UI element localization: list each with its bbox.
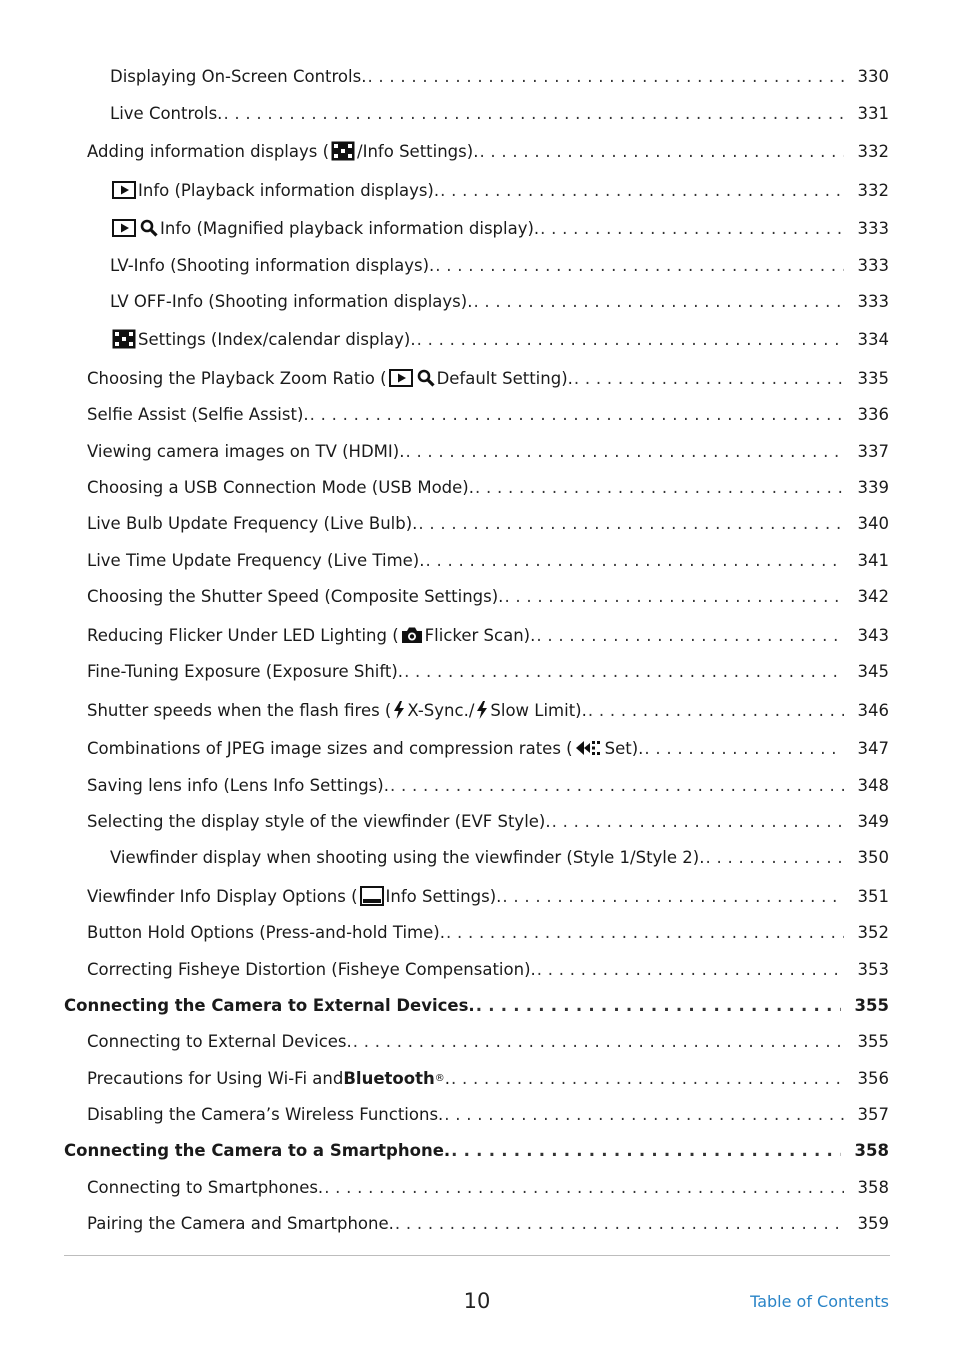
- toc-entry-title: [87, 1069, 450, 1088]
- entry-text: X-Sync./: [407, 700, 475, 720]
- toc-entry-title: [110, 256, 434, 275]
- page-ref: 353: [857, 959, 889, 979]
- toc-entry-title: [87, 369, 573, 388]
- dot-leader: [539, 219, 843, 238]
- toc-entry-title: [87, 701, 587, 720]
- toc-entry-title: [64, 1141, 450, 1160]
- page-ref: 332: [857, 141, 889, 161]
- page-ref: 356: [857, 1068, 889, 1088]
- flash-icon: [476, 701, 488, 719]
- dot-leader: [439, 181, 843, 200]
- bluetooth-text: Bluetooth: [343, 1068, 435, 1088]
- page-ref: 358: [857, 1177, 889, 1197]
- toc-entry[interactable]: [87, 584, 889, 608]
- page-ref: 358: [854, 1140, 889, 1160]
- page-ref: 340: [857, 513, 889, 533]
- toc-entry[interactable]: [87, 139, 889, 163]
- dot-leader: [474, 478, 844, 497]
- toc-entry[interactable]: [110, 216, 889, 240]
- dot-leader: [450, 1141, 840, 1160]
- entry-text: Default Setting).: [436, 368, 573, 388]
- entry-text: Fine-Tuning Exposure (Exposure Shift).: [87, 661, 404, 681]
- dot-leader: [389, 776, 844, 795]
- entry-text: Shutter speeds when the flash fires (: [87, 700, 392, 720]
- entry-text: Set).: [604, 738, 644, 758]
- dot-leader: [309, 405, 844, 424]
- page-ref: 345: [857, 661, 889, 681]
- toc-section-entry[interactable]: [64, 1138, 889, 1162]
- page-ref: 333: [857, 218, 889, 238]
- entry-text: Choosing the Playback Zoom Ratio (: [87, 368, 387, 388]
- toc-entry-title: [87, 626, 535, 645]
- dot-leader: [551, 812, 844, 831]
- entry-text: Connecting to External Devices.: [87, 1031, 352, 1051]
- dot-leader: [535, 626, 843, 645]
- toc-entry-title: [87, 812, 551, 831]
- entry-text: Info (Playback information displays).: [138, 180, 440, 200]
- toc-entry-title: [110, 104, 222, 123]
- dot-leader: [536, 960, 844, 979]
- toc-entry[interactable]: [87, 1175, 889, 1199]
- toc-entry[interactable]: [87, 957, 889, 981]
- dot-leader: [416, 330, 844, 349]
- index-grid-icon: [112, 329, 136, 349]
- toc-entry[interactable]: [87, 402, 889, 426]
- toc-entry-title: [87, 776, 389, 795]
- toc-entry[interactable]: [110, 64, 889, 88]
- page-ref: 348: [857, 775, 889, 795]
- entry-text: Selecting the display style of the viewfinder (EVF Style).: [87, 811, 551, 831]
- dot-leader: [323, 1178, 843, 1197]
- dot-leader: [643, 739, 843, 758]
- page-ref: 335: [857, 368, 889, 388]
- toc-entry-title: [110, 848, 704, 867]
- entry-text: Reducing Flicker Under LED Lighting (: [87, 625, 399, 645]
- dot-leader: [472, 292, 843, 311]
- toc-entry[interactable]: [87, 698, 889, 722]
- toc-entry[interactable]: [87, 623, 889, 647]
- page-ref: 352: [857, 922, 889, 942]
- page-ref: 342: [857, 586, 889, 606]
- toc-entry[interactable]: [87, 548, 889, 572]
- entry-text: Selfie Assist (Selfie Assist).: [87, 404, 309, 424]
- dot-leader: [434, 256, 843, 275]
- toc-entry-title: [87, 1032, 352, 1051]
- index-grid-icon: [331, 141, 355, 161]
- entry-text: Disabling the Camera’s Wireless Functions.: [87, 1104, 444, 1124]
- image-quality-icon: [575, 739, 603, 757]
- flash-icon: [393, 701, 405, 719]
- toc-entry[interactable]: [87, 809, 889, 833]
- toc-entry[interactable]: [87, 920, 889, 944]
- dot-leader: [503, 587, 843, 606]
- page-number: 10: [463, 1289, 491, 1313]
- entry-text: .: [444, 1068, 450, 1088]
- toc-entry[interactable]: [110, 327, 889, 351]
- viewfinder-icon: [360, 886, 384, 906]
- entry-text: Combinations of JPEG image sizes and compression rates (: [87, 738, 573, 758]
- dot-leader: [501, 887, 843, 906]
- toc-entry-title: [87, 739, 643, 758]
- page-ref: 333: [857, 255, 889, 275]
- dot-leader: [222, 104, 843, 123]
- dot-leader: [475, 996, 841, 1015]
- page-ref: 331: [857, 103, 889, 123]
- playback-icon: [112, 219, 136, 237]
- toc-entry-title: [87, 923, 445, 942]
- entry-text: Button Hold Options (Press-and-hold Time).: [87, 922, 445, 942]
- page-ref: 333: [857, 291, 889, 311]
- entry-text: Connecting the Camera to a Smartphone.: [64, 1140, 451, 1160]
- page-ref: 349: [857, 811, 889, 831]
- toc-entry-title: [110, 219, 539, 238]
- entry-text: Live Time Update Frequency (Live Time).: [87, 550, 425, 570]
- toc-entry[interactable]: [87, 475, 889, 499]
- toc-entry-title: [110, 329, 416, 349]
- toc-entry-title: [87, 587, 503, 606]
- page-ref: 330: [857, 66, 889, 86]
- toc-entry-title: [87, 1178, 323, 1197]
- dot-leader: [417, 514, 843, 533]
- toc-entry-title: [87, 1105, 443, 1124]
- entry-text: Connecting to Smartphones.: [87, 1177, 324, 1197]
- entry-text: Viewing camera images on TV (HDMI).: [87, 441, 405, 461]
- toc-entry[interactable]: [110, 101, 889, 125]
- toc-entry-title: [87, 442, 404, 461]
- toc-entry-title: [87, 551, 425, 570]
- toc-entry[interactable]: [87, 1102, 889, 1126]
- toc-entry[interactable]: [87, 659, 889, 683]
- entry-text: Choosing the Shutter Speed (Composite Settings).: [87, 586, 504, 606]
- camera-icon: [401, 626, 423, 644]
- page-ref: 355: [857, 1031, 889, 1051]
- page-ref: 337: [857, 441, 889, 461]
- dot-leader: [404, 442, 843, 461]
- page-ref: 357: [857, 1104, 889, 1124]
- toc-entry-title: [87, 662, 403, 681]
- toc-entry[interactable]: [87, 736, 889, 760]
- toc-entry[interactable]: [87, 366, 889, 390]
- entry-text: Settings (Index/calendar display).: [138, 329, 416, 349]
- page-ref: 355: [854, 995, 889, 1015]
- entry-text: Live Bulb Update Frequency (Live Bulb).: [87, 513, 418, 533]
- toc-entry[interactable]: [87, 1066, 889, 1090]
- entry-text: Info (Magnified playback information display).: [160, 218, 540, 238]
- dot-leader: [573, 369, 844, 388]
- entry-text: Choosing a USB Connection Mode (USB Mode).: [87, 477, 474, 497]
- entry-text: Adding information displays (: [87, 141, 330, 161]
- entry-text: Live Controls.: [110, 103, 223, 123]
- toc-entry[interactable]: [87, 1211, 889, 1235]
- entry-text: Flicker Scan).: [424, 625, 536, 645]
- toc-entry[interactable]: [110, 845, 889, 869]
- toc-entry[interactable]: [110, 289, 889, 313]
- table-of-contents-link[interactable]: Table of Contents: [750, 1292, 889, 1311]
- toc-entry-title: [110, 292, 472, 311]
- page-ref: 339: [857, 477, 889, 497]
- toc-entry-title: [110, 181, 439, 200]
- toc-entry-title: [87, 1214, 394, 1233]
- playback-icon: [389, 369, 413, 387]
- dot-leader: [704, 848, 843, 867]
- entry-text: Info Settings).: [385, 886, 502, 906]
- page-ref: 334: [857, 329, 889, 349]
- toc-entry-title: [87, 960, 536, 979]
- magnify-icon: [140, 219, 158, 237]
- toc-entry-title: [64, 996, 475, 1015]
- toc-entry[interactable]: [110, 178, 889, 202]
- page-ref: 347: [857, 738, 889, 758]
- toc-entry-title: [87, 514, 417, 533]
- toc-section-entry[interactable]: [64, 993, 889, 1017]
- toc-entry-title: [87, 141, 478, 161]
- entry-text: LV-Info (Shooting information displays).: [110, 255, 435, 275]
- entry-text: Viewfinder Info Display Options (: [87, 886, 358, 906]
- toc-entry-title: [87, 405, 309, 424]
- page-ref: 332: [857, 180, 889, 200]
- entry-text: Saving lens info (Lens Info Settings).: [87, 775, 389, 795]
- toc-entry[interactable]: [87, 439, 889, 463]
- page-ref: 350: [857, 847, 889, 867]
- toc-entry[interactable]: [87, 1029, 889, 1053]
- dot-leader: [394, 1214, 844, 1233]
- registered-mark: ®: [434, 1072, 445, 1084]
- toc-entry[interactable]: [110, 253, 889, 277]
- toc-entry-title: [110, 67, 366, 86]
- toc-entry[interactable]: [87, 884, 889, 908]
- dot-leader: [366, 67, 843, 86]
- dot-leader: [443, 1105, 843, 1124]
- entry-text: Correcting Fisheye Distortion (Fisheye Compensation).: [87, 959, 536, 979]
- dot-leader: [587, 701, 844, 720]
- dot-leader: [445, 923, 844, 942]
- toc-entry[interactable]: [87, 773, 889, 797]
- dot-leader: [425, 551, 844, 570]
- page-ref: 359: [857, 1213, 889, 1233]
- entry-text: Precautions for Using Wi-Fi and: [87, 1068, 344, 1088]
- dot-leader: [352, 1032, 844, 1051]
- entry-text: Connecting the Camera to External Devices.: [64, 995, 475, 1015]
- page-ref: 336: [857, 404, 889, 424]
- page-ref: 346: [857, 700, 889, 720]
- toc-entry-title: [87, 886, 501, 906]
- entry-text: Pairing the Camera and Smartphone.: [87, 1213, 394, 1233]
- playback-icon: [112, 181, 136, 199]
- dot-leader: [403, 662, 843, 681]
- entry-text: /Info Settings).: [357, 141, 479, 161]
- entry-text: Slow Limit).: [490, 700, 587, 720]
- page-ref: 341: [857, 550, 889, 570]
- entry-text: Displaying On-Screen Controls.: [110, 66, 367, 86]
- page-ref: 351: [857, 886, 889, 906]
- magnify-icon: [417, 369, 435, 387]
- toc-entry[interactable]: [87, 511, 889, 535]
- page-ref: 343: [857, 625, 889, 645]
- dot-leader: [478, 142, 843, 161]
- toc-entry-title: [87, 478, 474, 497]
- dot-leader: [450, 1069, 844, 1088]
- footer-divider: [64, 1255, 890, 1256]
- entry-text: Viewfinder display when shooting using the viewfinder (Style 1/Style 2).: [110, 847, 705, 867]
- entry-text: LV OFF-Info (Shooting information displays).: [110, 291, 473, 311]
